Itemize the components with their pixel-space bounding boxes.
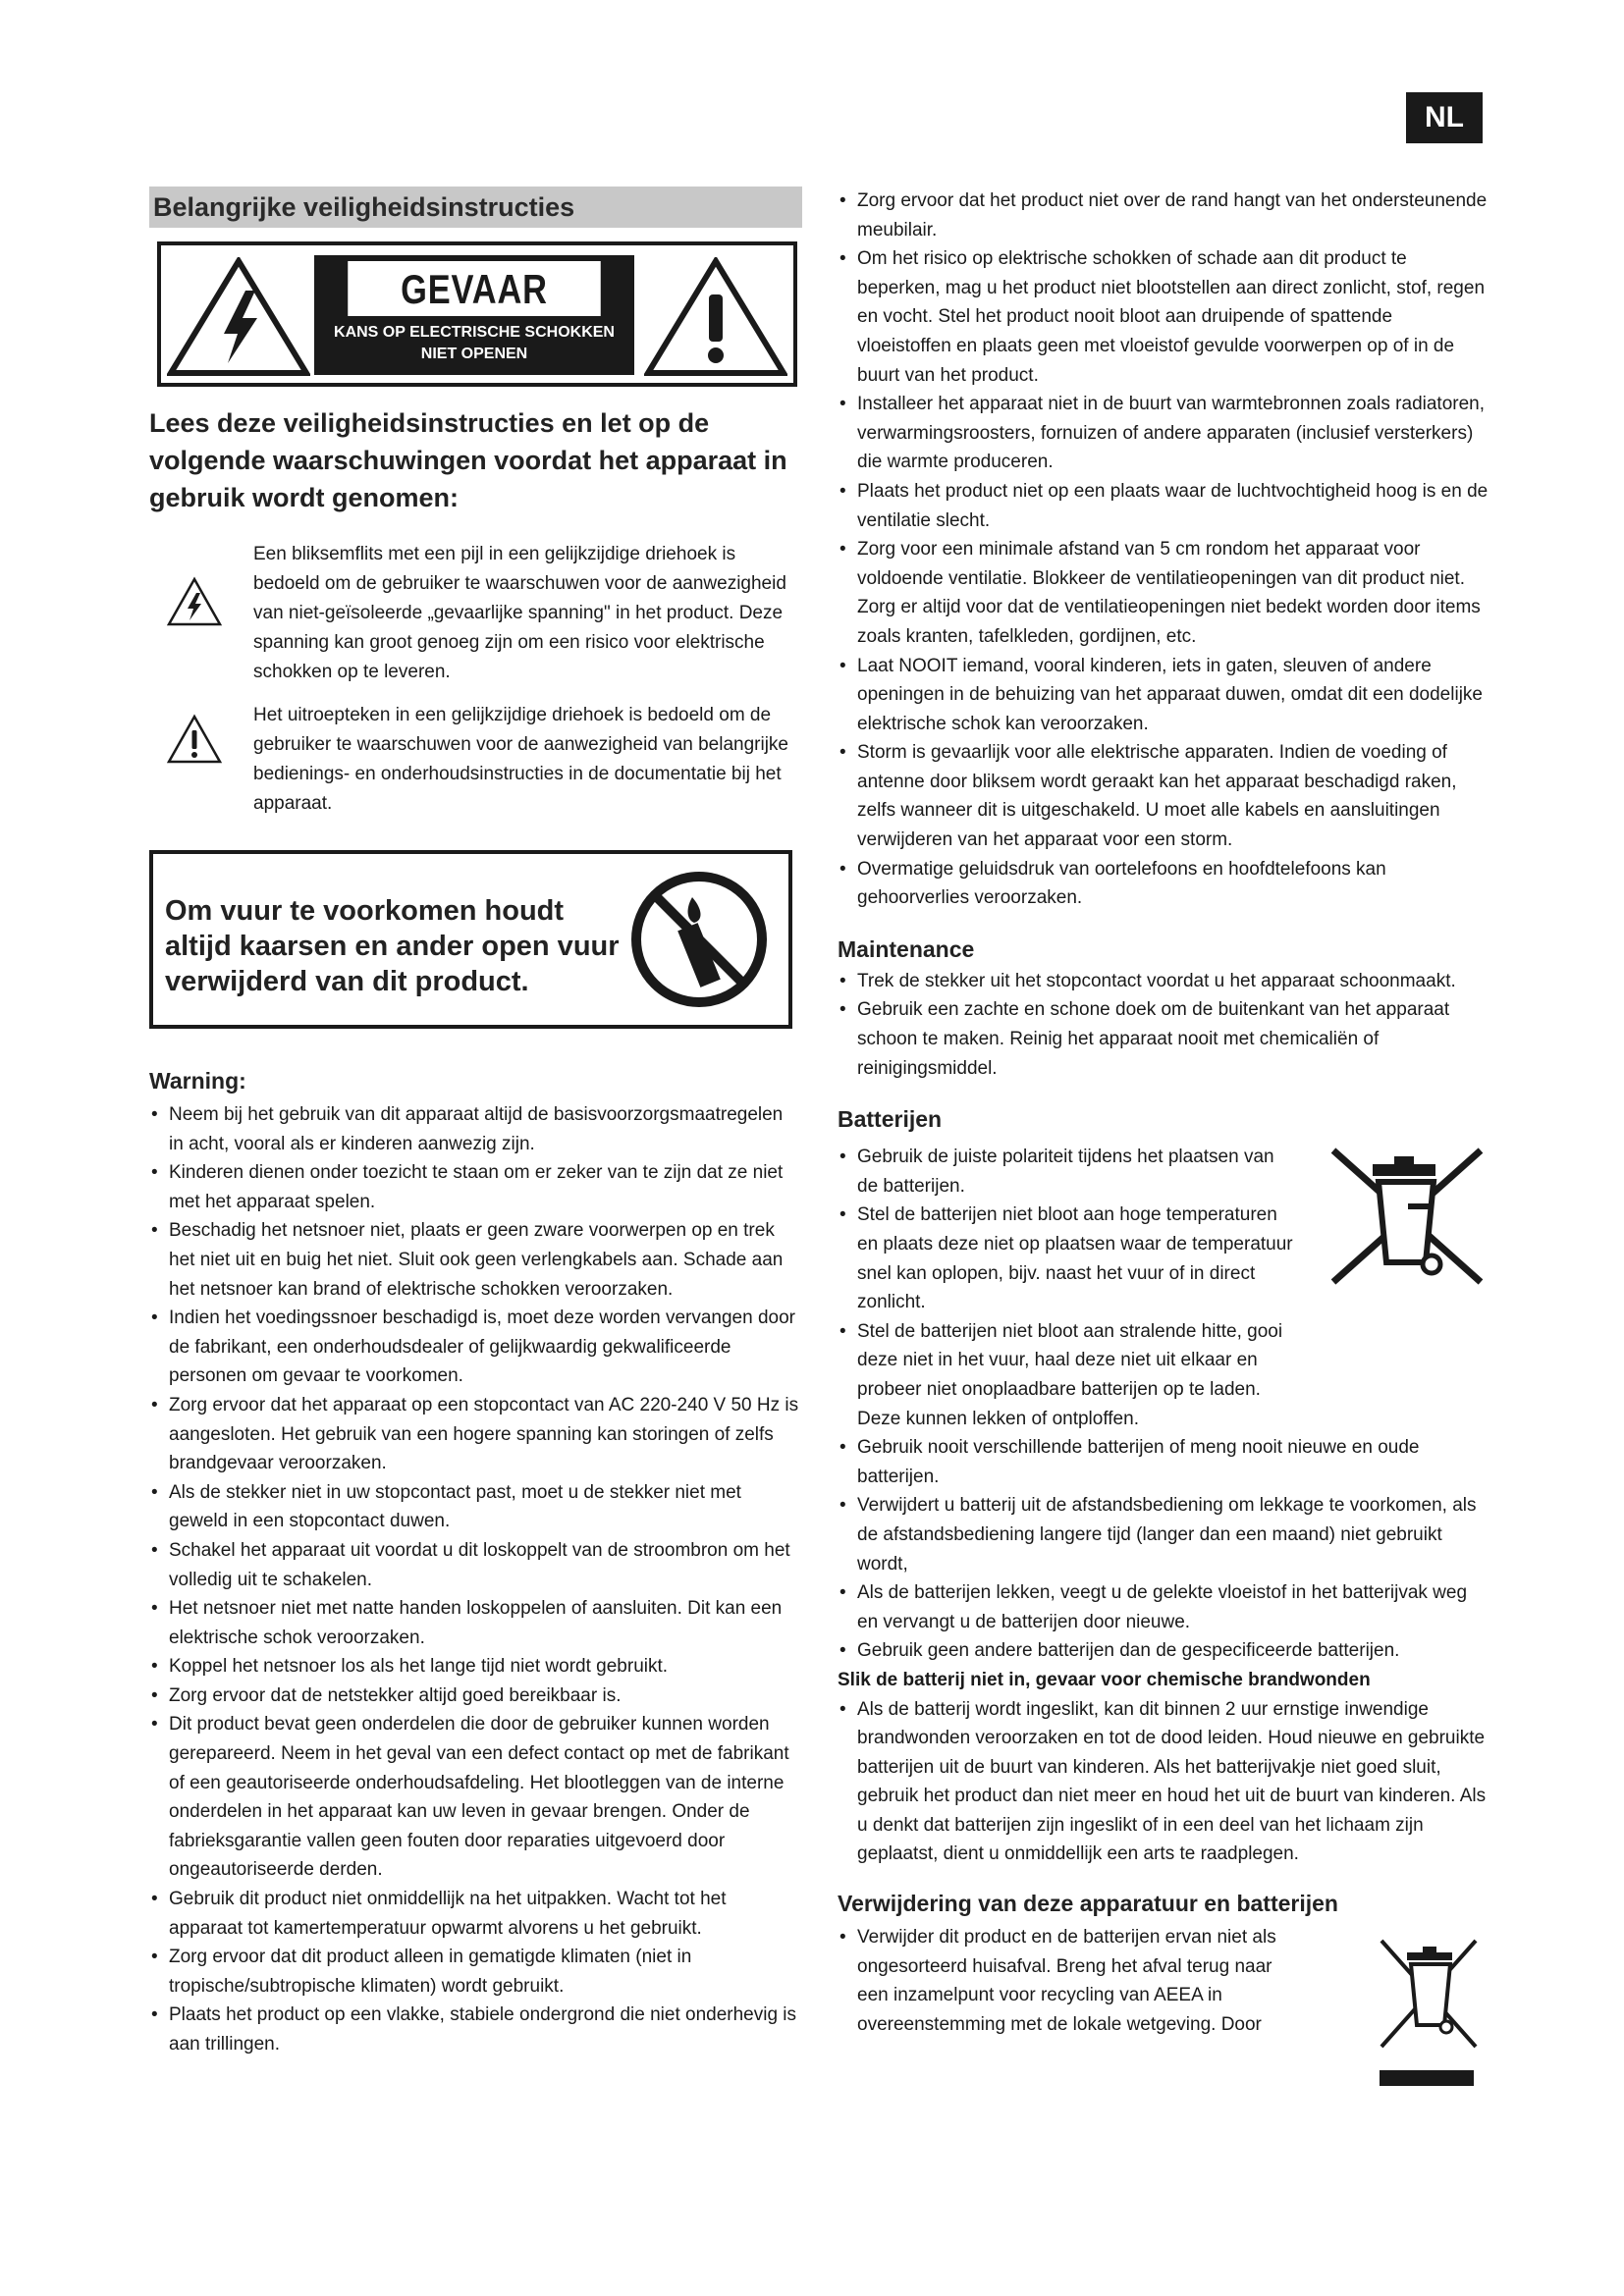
list-item: • Als de batterij wordt ingeslikt, kan dit binnen 2 uur ernstige inwendige brandwonden veroorzaken en tot de dood leiden. Houd nieuwe en gebruikte batterijen uit de buurt van kinderen. Als het batterijvakje niet goed sluit, gebruik het product dan niet meer en houd het uit de buurt van kinderen. Als u denkt dat batterijen zijn ingeslikt of in een deel van het lichaam zijn geplaatst, dient u onmiddellijk een arts te raadplegen. — [838, 1695, 1490, 1870]
disposal-heading: Verwijdering van deze apparatuur en batterijen — [838, 1891, 1338, 1917]
list-item: • Als de stekker niet in uw stopcontact past, moet u de stekker niet met geweld in een stopcontact duwen. — [149, 1478, 802, 1536]
lightning-triangle-icon — [167, 257, 310, 377]
crossed-bin-icon — [1374, 1935, 1489, 2094]
list-item: • Trek de stekker uit het stopcontact voordat u het apparaat schoonmaakt. — [838, 967, 1490, 996]
swallow-warning: Slik de batterij niet in, gevaar voor chemische brandwonden — [838, 1669, 1371, 1690]
list-item: • Gebruik dit product niet onmiddellijk na het uitpakken. Wacht tot het apparaat tot kamertemperatuur opwarmt alvorens u het gebruikt. — [149, 1885, 802, 1943]
no-open-flame-icon — [627, 868, 771, 1011]
danger-line-1: KANS OP ELECTRISCHE SCHOKKEN — [334, 324, 615, 341]
battery-list-narrow — [838, 1143, 1294, 1433]
list-item: • Stel de batterijen niet bloot aan hoge temperaturen en plaats deze niet op plaatsen waar de temperatuur snel kan oplopen, bijv. naast het vuur of in direct zonlicht. — [838, 1201, 1294, 1316]
exclamation-symbol-explanation — [149, 701, 802, 819]
list-item: • Schakel het apparaat uit voordat u dit loskoppelt van de stroombron om het volledig uit te schakelen. — [149, 1536, 802, 1594]
lightning-symbol-explanation — [149, 540, 802, 687]
list-item: • Plaats het product op een vlakke, stabiele ondergrond die niet onderhevig is aan trillingen. — [149, 2001, 802, 2058]
list-item: • Zorg ervoor dat de netstekker altijd goed bereikbaar is. — [149, 1682, 802, 1711]
list-item: • Zorg ervoor dat dit product alleen in gematigde klimaten (niet in tropische/subtropische klimaten) wordt gebruikt. — [149, 1943, 802, 2001]
list-item: • Storm is gevaarlijk voor alle elektrische apparaten. Indien de voeding of antenne door bliksem wordt geraakt kan het apparaat beschadigd raken, zelfs wanneer dit is uitgeschakeld. U moet alle kabels en aansluitingen verwijderen van het apparaat voor een storm. — [838, 738, 1490, 854]
danger-line-2: NIET OPENEN — [420, 346, 528, 362]
list-item: • Gebruik de juiste polariteit tijdens het plaatsen van de batterijen. — [838, 1143, 1294, 1201]
exclamation-triangle-icon — [167, 711, 222, 768]
safety-list-continued — [838, 187, 1490, 913]
language-badge: NL — [1406, 92, 1483, 143]
disposal-section — [838, 1923, 1490, 2039]
exclamation-triangle-icon — [644, 257, 787, 377]
list-item: • Zorg ervoor dat het product niet over de rand hangt van het ondersteunende meubilair. — [838, 187, 1490, 244]
batteries-section — [838, 1143, 1490, 1433]
list-item: • Overmatige geluidsdruk van oortelefoons en hoofdtelefoons kan gehoorverlies veroorzaken. — [838, 855, 1490, 913]
maintenance-heading: Maintenance — [838, 935, 975, 962]
right-column — [838, 187, 1490, 2039]
warning-heading: Warning: — [149, 1068, 246, 1094]
lead-heading: Lees deze veiligheidsinstructies en let op de volgende waarschuwingen voordat het apparaat in gebruik wordt genomen: — [149, 408, 787, 512]
list-item: • Zorg voor een minimale afstand van 5 cm rondom het apparaat voor voldoende ventilatie. Blokkeer de ventilatieopeningen van dit product niet. Zorg er altijd voor dat de ventilatieopeningen niet bedekt worden door items zoals kranten, tafelkleden, gordijnen, etc. — [838, 535, 1490, 651]
list-item: • Beschadig het netsnoer niet, plaats er geen zware voorwerpen op en trek het niet uit en buig het niet. Sluit ook geen verlengkabels aan. Schade aan het netsnoer kan brand of elektrische schokken veroorzaken. — [149, 1216, 802, 1304]
list-item: • Dit product bevat geen onderdelen die door de gebruiker kunnen worden gerepareerd. Neem in het geval van een defect contact op met de fabrikant of een geautoriseerde onderhoudsafdeling. Het blootleggen van de interne onderdelen in het apparaat kan uw leven in gevaar brengen. Onder de fabrieksgarantie vallen geen fouten door reparaties uitgevoerd door ongeautoriseerde derden. — [149, 1710, 802, 1885]
list-item: • Gebruik geen andere batterijen dan de gespecificeerde batterijen. — [838, 1636, 1490, 1666]
list-item: • Indien het voedingssnoer beschadigd is, moet deze worden vervangen door de fabrikant, een onderhoudsdealer of gelijkwaardig gekwalificeerde personen om gevaar te voorkomen. — [149, 1304, 802, 1391]
list-item: • Neem bij het gebruik van dit apparaat altijd de basisvoorzorgsmaatregelen in acht, vooral als er kinderen aanwezig zijn. — [149, 1100, 802, 1158]
list-item: • Installeer het apparaat niet in de buurt van warmtebronnen zoals radiatoren, verwarmingsroosters, fornuizen of andere apparaten (inclusief versterkers) die warmte produceren. — [838, 390, 1490, 477]
lightning-triangle-icon — [167, 573, 222, 630]
list-item: • Verwijder dit product en de batterijen ervan niet als ongesorteerd huisafval. Breng het afval terug naar een inzamelpunt voor recycling van AEEA in overeenstemming met de lokale wetgeving. Door — [838, 1923, 1294, 2039]
list-item: • Kinderen dienen onder toezicht te staan om er zeker van te zijn dat ze niet met het apparaat spelen. — [149, 1158, 802, 1216]
warning-list — [149, 1100, 802, 2059]
list-item: • Om het risico op elektrische schokken of schade aan dit product te beperken, mag u het product niet blootstellen aan direct zonlicht, stof, regen en vocht. Stel het product nooit bloot aan druipende of spattende vloeistoffen en plaats geen met vloeistof gevulde voorwerpen op of in de buurt van het product. — [838, 244, 1490, 390]
fire-warning-text: Om vuur te voorkomen houdt altijd kaarsen en ander open vuur verwijderd van dit product. — [165, 895, 620, 997]
list-item: • Het netsnoer niet met natte handen loskoppelen of aansluiten. Dit kan een elektrische schok veroorzaken. — [149, 1594, 802, 1652]
danger-title: GEVAAR — [348, 261, 600, 316]
left-column — [149, 187, 802, 2059]
list-item: • Verwijdert u batterij uit de afstandsbediening om lekkage te voorkomen, als de afstandsbediening langere tijd (langer dan een maand) niet gebruikt wordt, — [838, 1491, 1490, 1578]
exclamation-symbol-text: Het uitroepteken in een gelijkzijdige driehoek is bedoeld om de gebruiker te waarschuwen voor de aanwezigheid van belangrijke bedienings- en onderhoudsinstructies in de documentatie bij het apparaat. — [253, 705, 788, 814]
list-item: • Gebruik nooit verschillende batterijen of meng nooit nieuwe en oude batterijen. — [838, 1433, 1490, 1491]
crossed-bin-icon — [1324, 1143, 1490, 1290]
danger-label — [157, 241, 797, 387]
disposal-list — [838, 1923, 1294, 2039]
list-item: • Koppel het netsnoer los als het lange tijd niet wordt gebruikt. — [149, 1652, 802, 1682]
batteries-heading: Batterijen — [838, 1106, 943, 1133]
danger-center-panel — [314, 255, 634, 375]
list-item: • Plaats het product niet op een plaats waar de luchtvochtigheid hoog is en de ventilatie slecht. — [838, 477, 1490, 535]
list-item: • Gebruik een zachte en schone doek om de buitenkant van het apparaat schoon te maken. Reinig het apparaat nooit met chemicaliën of reinigingsmiddel. — [838, 995, 1490, 1083]
battery-list-wide — [838, 1433, 1490, 1666]
fire-warning-box — [149, 850, 792, 1029]
list-item: • Als de batterijen lekken, veegt u de gelekte vloeistof in het batterijvak weg en vervangt u de batterijen door nieuwe. — [838, 1578, 1490, 1636]
list-item: • Stel de batterijen niet bloot aan stralende hitte, gooi deze niet in het vuur, haal deze niet uit elkaar en probeer niet onoplaadbare batterijen op te laden. Deze kunnen lekken of ontploffen. — [838, 1317, 1294, 1433]
list-item: • Laat NOOIT iemand, vooral kinderen, iets in gaten, sleuven of andere openingen in de behuizing van het apparaat duwen, omdat dit een dodelijke elektrische schok kan veroorzaken. — [838, 652, 1490, 739]
section-title: Belangrijke veiligheidsinstructies — [149, 187, 802, 228]
list-item: • Zorg ervoor dat het apparaat op een stopcontact van AC 220-240 V 50 Hz is aangesloten. Het gebruik van een hogere spanning kan storingen of zelfs brandgevaar veroorzaken. — [149, 1391, 802, 1478]
lightning-symbol-text: Een bliksemflits met een pijl in een gelijkzijdige driehoek is bedoeld om de gebruiker te waarschuwen voor de aanwezigheid van niet-geïsoleerde „gevaarlijke spanning" in het product. Deze spanning kan groot genoeg zijn om een risico voor elektrische schokken op te leveren. — [253, 544, 786, 682]
swallow-list — [838, 1695, 1490, 1870]
maintenance-list — [838, 967, 1490, 1083]
